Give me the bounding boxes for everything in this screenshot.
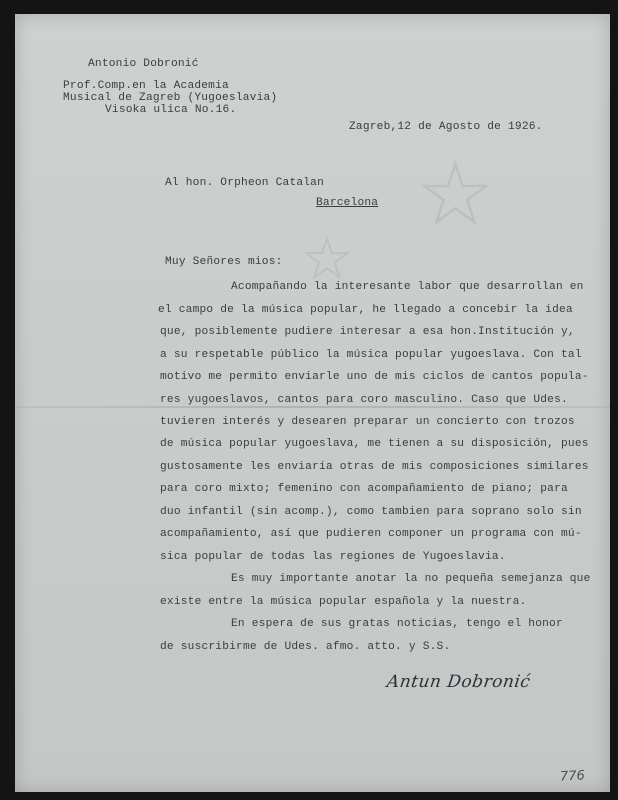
body-line: En espera de sus gratas noticias, tengo el honor	[231, 618, 563, 630]
body-line: sica popular de todas las regiones de Yugoeslavia.	[160, 551, 506, 563]
sender-title: Prof.Comp.en la Academia	[63, 80, 229, 92]
star-stamp-icon: ☆	[415, 142, 496, 247]
letter-date: Zagreb,12 de Agosto de 1926.	[349, 121, 543, 133]
letter-page	[15, 14, 610, 792]
sender-institution: Musical de Zagreb (Yugoeslavia)	[63, 92, 278, 104]
star-stamp-icon: ☆	[300, 224, 354, 294]
archive-number: 776	[559, 768, 586, 785]
body-line: Es muy importante anotar la no pequeña semejanza que	[231, 573, 591, 585]
body-line: tuvieren interés y desearen preparar un concierto con trozos	[160, 416, 575, 428]
body-line: de suscribirme de Udes. afmo. atto. y S.S.	[160, 641, 451, 653]
body-line: a su respetable público la música popular yugoeslava. Con tal	[160, 349, 582, 361]
body-line: el campo de la música popular, he llegado a concebir la idea	[158, 304, 573, 316]
body-line: acompañamiento, así que pudieren componer un programa con mú-	[160, 528, 582, 540]
sender-address: Visoka ulica No.16.	[105, 104, 237, 116]
body-line: Acompañando la interesante labor que desarrollan en	[231, 281, 584, 293]
body-line: motivo me permito enviarle uno de mis ciclos de cantos popula-	[160, 371, 589, 383]
recipient-city: Barcelona	[316, 197, 379, 209]
salutation: Muy Señores mios:	[165, 256, 283, 268]
body-line: duo infantil (sin acomp.), como tambien para soprano solo sin	[160, 506, 582, 518]
body-line: gustosamente les enviaría otras de mis composiciones similares	[160, 461, 589, 473]
body-line: de música popular yugoeslava, me tienen a su disposición, pues	[160, 438, 589, 450]
body-line: que, posiblemente pudiere interesar a esa hon.Institución y,	[160, 326, 575, 338]
body-line: res yugoeslavos, cantos para coro masculino. Caso que Udes.	[160, 394, 568, 406]
handwritten-signature: Antun Dobronić	[385, 672, 532, 692]
recipient-name: Al hon. Orpheon Catalan	[165, 177, 325, 189]
body-line: existe entre la música popular española y la nuestra.	[160, 596, 527, 608]
body-line: para coro mixto; femenino con acompañamiento de piano; para	[160, 483, 568, 495]
sender-name: Antonio Dobronić	[88, 58, 199, 70]
paper-fold	[15, 406, 610, 408]
